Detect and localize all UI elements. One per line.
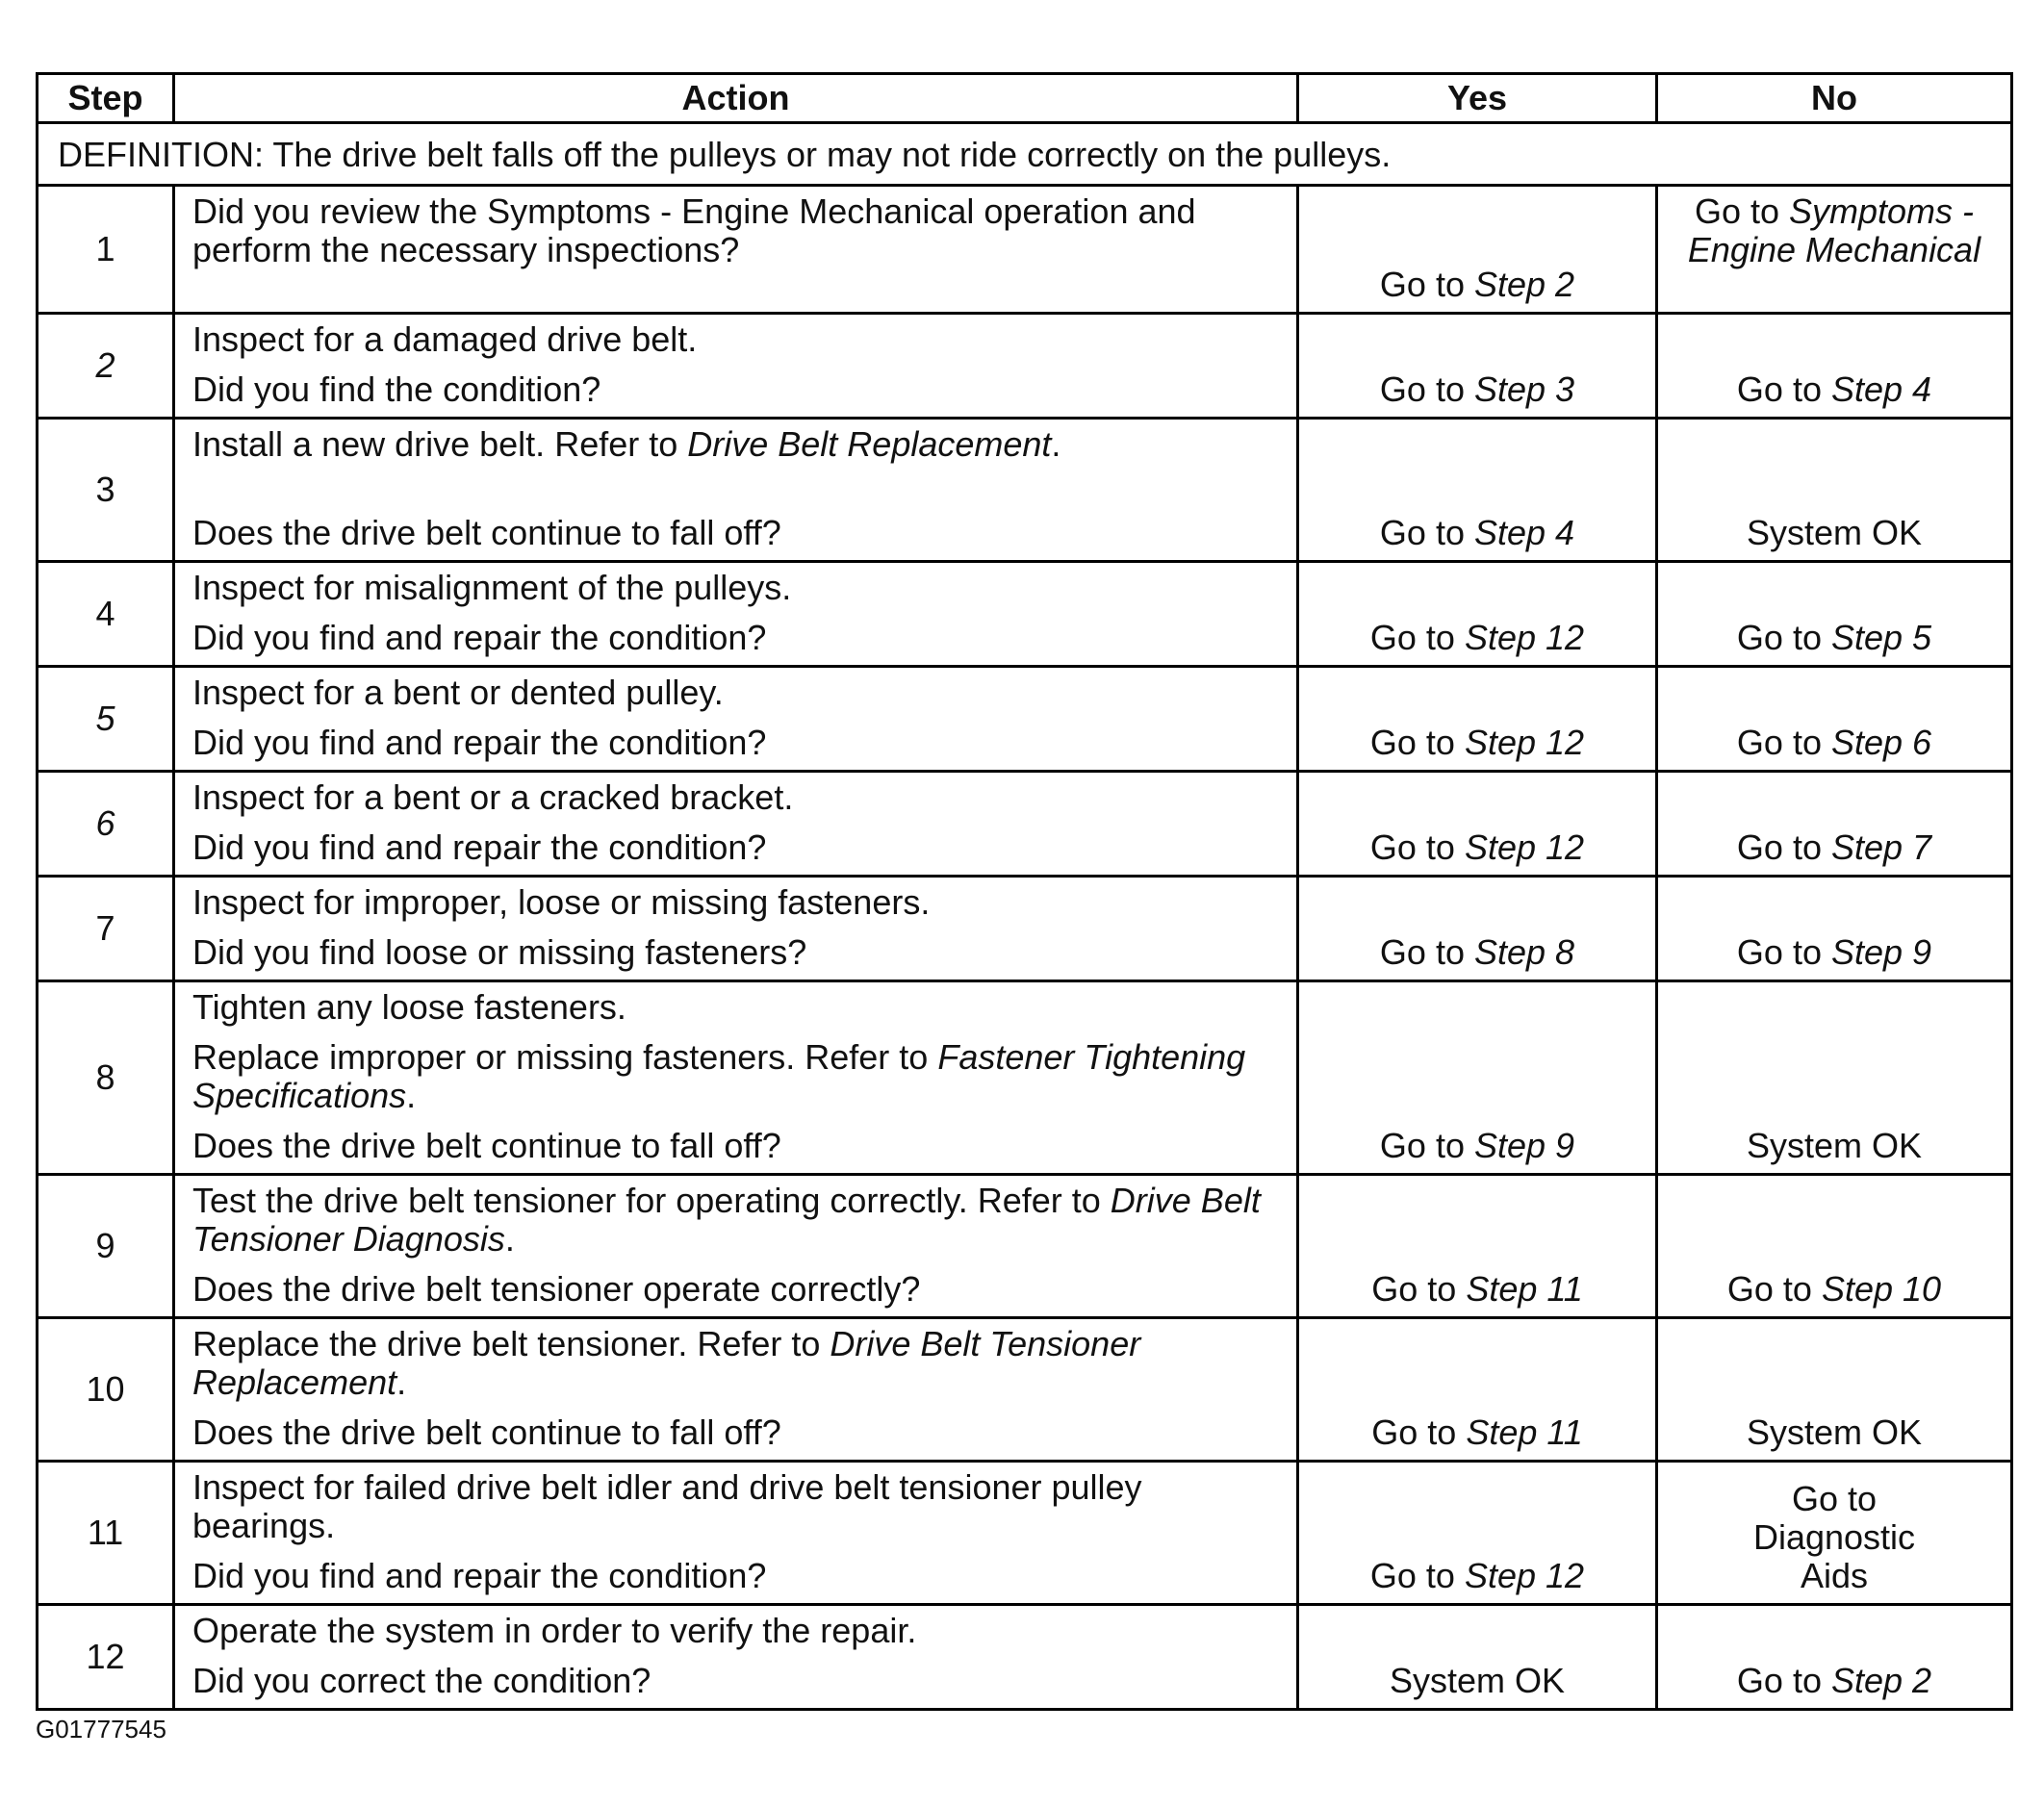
action-cell xyxy=(174,772,1298,877)
no-result: Go to Symptoms - Engine Mechanical xyxy=(1687,191,1981,269)
yes-result: Go to Step 2 xyxy=(1379,265,1575,304)
yes-result: Go to Step 11 xyxy=(1371,1413,1583,1452)
table-row xyxy=(38,419,2012,562)
no-cell xyxy=(1657,1462,2012,1605)
definition-row xyxy=(38,123,2012,186)
step-number: 2 xyxy=(38,314,174,419)
step-number: 12 xyxy=(38,1605,174,1710)
no-cell xyxy=(1657,772,2012,877)
action-cell xyxy=(174,1318,1298,1462)
action-text: Inspect for improper, loose or missing fasteners. xyxy=(192,882,931,922)
action-cell xyxy=(174,1605,1298,1710)
definition-text: DEFINITION: The drive belt falls off the pulleys or may not ride correctly on the pulleys. xyxy=(38,123,2012,186)
action-cell xyxy=(174,1175,1298,1318)
header-yes: Yes xyxy=(1298,74,1657,123)
yes-cell xyxy=(1298,772,1657,877)
action-text: Operate the system in order to verify the repair. xyxy=(192,1611,917,1650)
no-cell xyxy=(1657,981,2012,1175)
table-row xyxy=(38,981,2012,1175)
action-question: Did you find and repair the condition? xyxy=(192,1556,767,1595)
table-row xyxy=(38,667,2012,772)
step-number: 7 xyxy=(38,877,174,981)
table-row xyxy=(38,772,2012,877)
action-cell xyxy=(174,419,1298,562)
action-text: Inspect for misalignment of the pulleys. xyxy=(192,568,792,607)
table-row xyxy=(38,1175,2012,1318)
no-result: Go to Diagnostic Aids xyxy=(1752,1479,1916,1595)
diagnostic-table xyxy=(36,72,2013,1711)
yes-result: System OK xyxy=(1389,1661,1566,1700)
action-question: Does the drive belt continue to fall off? xyxy=(192,1413,781,1452)
action-cell xyxy=(174,562,1298,667)
yes-cell xyxy=(1298,562,1657,667)
no-cell xyxy=(1657,1175,2012,1318)
yes-result: Go to Step 8 xyxy=(1379,932,1575,972)
yes-result: Go to Step 12 xyxy=(1369,618,1585,657)
yes-result: Go to Step 11 xyxy=(1371,1269,1583,1309)
action-question: Does the drive belt continue to fall off? xyxy=(192,513,781,552)
yes-cell xyxy=(1298,419,1657,562)
yes-result: Go to Step 9 xyxy=(1379,1126,1575,1165)
no-cell xyxy=(1657,1605,2012,1710)
no-result: Go to Step 6 xyxy=(1736,723,1932,762)
header-step: Step xyxy=(38,74,174,123)
step-number: 8 xyxy=(38,981,174,1175)
action-text: Inspect for a bent or a cracked bracket. xyxy=(192,777,794,817)
no-result: Go to Step 10 xyxy=(1726,1269,1942,1309)
action-question: Does the drive belt continue to fall off? xyxy=(192,1126,781,1165)
action-text: Inspect for a damaged drive belt. xyxy=(192,319,698,359)
table-row xyxy=(38,562,2012,667)
action-cell xyxy=(174,314,1298,419)
action-question: Did you find loose or missing fasteners? xyxy=(192,932,807,972)
action-question: Does the drive belt tensioner operate correctly? xyxy=(192,1269,921,1309)
table-row xyxy=(38,186,2012,314)
action-cell xyxy=(174,1462,1298,1605)
no-cell xyxy=(1657,419,2012,562)
yes-cell xyxy=(1298,1605,1657,1710)
action-text: Inspect for failed drive belt idler and drive belt tensioner pulley bearings. xyxy=(192,1467,1142,1545)
header-row xyxy=(38,74,2012,123)
no-result: Go to Step 4 xyxy=(1736,369,1932,409)
step-number: 5 xyxy=(38,667,174,772)
step-number: 3 xyxy=(38,419,174,562)
yes-cell xyxy=(1298,186,1657,314)
step-number: 10 xyxy=(38,1318,174,1462)
yes-result: Go to Step 12 xyxy=(1369,723,1585,762)
yes-result: Go to Step 3 xyxy=(1379,369,1575,409)
header-action: Action xyxy=(174,74,1298,123)
action-text: Install a new drive belt. Refer to Drive Belt Replacement. xyxy=(192,424,1061,464)
yes-cell xyxy=(1298,1318,1657,1462)
yes-cell xyxy=(1298,314,1657,419)
yes-cell xyxy=(1298,877,1657,981)
action-question: Did you correct the condition? xyxy=(192,1661,652,1700)
table-row xyxy=(38,1318,2012,1462)
action-question: Did you find and repair the condition? xyxy=(192,618,767,657)
yes-result: Go to Step 12 xyxy=(1369,827,1585,867)
table-row xyxy=(38,314,2012,419)
step-number: 11 xyxy=(38,1462,174,1605)
table-row xyxy=(38,877,2012,981)
action-text: Inspect for a bent or dented pulley. xyxy=(192,673,724,712)
action-text: Replace improper or missing fasteners. Refer to Fastener Tightening Specifications. xyxy=(192,1037,1246,1115)
action-question: Did you find and repair the condition? xyxy=(192,723,767,762)
no-result: Go to Step 7 xyxy=(1736,827,1932,867)
action-cell xyxy=(174,186,1298,314)
step-number: 4 xyxy=(38,562,174,667)
no-cell xyxy=(1657,1318,2012,1462)
yes-result: Go to Step 12 xyxy=(1369,1556,1585,1595)
yes-cell xyxy=(1298,1175,1657,1318)
step-number: 6 xyxy=(38,772,174,877)
action-cell xyxy=(174,877,1298,981)
yes-cell xyxy=(1298,981,1657,1175)
no-result: Go to Step 5 xyxy=(1736,618,1932,657)
no-cell xyxy=(1657,877,2012,981)
step-number: 9 xyxy=(38,1175,174,1318)
yes-result: Go to Step 4 xyxy=(1379,513,1575,552)
action-question: Did you find and repair the condition? xyxy=(192,827,767,867)
action-question: Did you find the condition? xyxy=(192,369,601,409)
header-no: No xyxy=(1657,74,2012,123)
action-text: Tighten any loose fasteners. xyxy=(192,987,626,1027)
no-cell xyxy=(1657,314,2012,419)
no-result: System OK xyxy=(1746,513,1923,552)
no-cell xyxy=(1657,186,2012,314)
figure-id: G01777545 xyxy=(36,1715,166,1743)
yes-cell xyxy=(1298,667,1657,772)
table-row xyxy=(38,1605,2012,1710)
action-cell xyxy=(174,667,1298,772)
no-cell xyxy=(1657,562,2012,667)
action-text: Replace the drive belt tensioner. Refer to Drive Belt Tensioner Replacement. xyxy=(192,1324,1141,1402)
action-text: Did you review the Symptoms - Engine Mechanical operation and perform the necessary inspections? xyxy=(192,191,1196,269)
no-cell xyxy=(1657,667,2012,772)
yes-cell xyxy=(1298,1462,1657,1605)
table-row xyxy=(38,1462,2012,1605)
action-cell xyxy=(174,981,1298,1175)
no-result: Go to Step 9 xyxy=(1736,932,1932,972)
no-result: System OK xyxy=(1746,1413,1923,1452)
no-result: System OK xyxy=(1746,1126,1923,1165)
action-text: Test the drive belt tensioner for operating correctly. Refer to Drive Belt Tensioner Diagnosis. xyxy=(192,1181,1261,1259)
step-number: 1 xyxy=(38,186,174,314)
no-result: Go to Step 2 xyxy=(1736,1661,1932,1700)
